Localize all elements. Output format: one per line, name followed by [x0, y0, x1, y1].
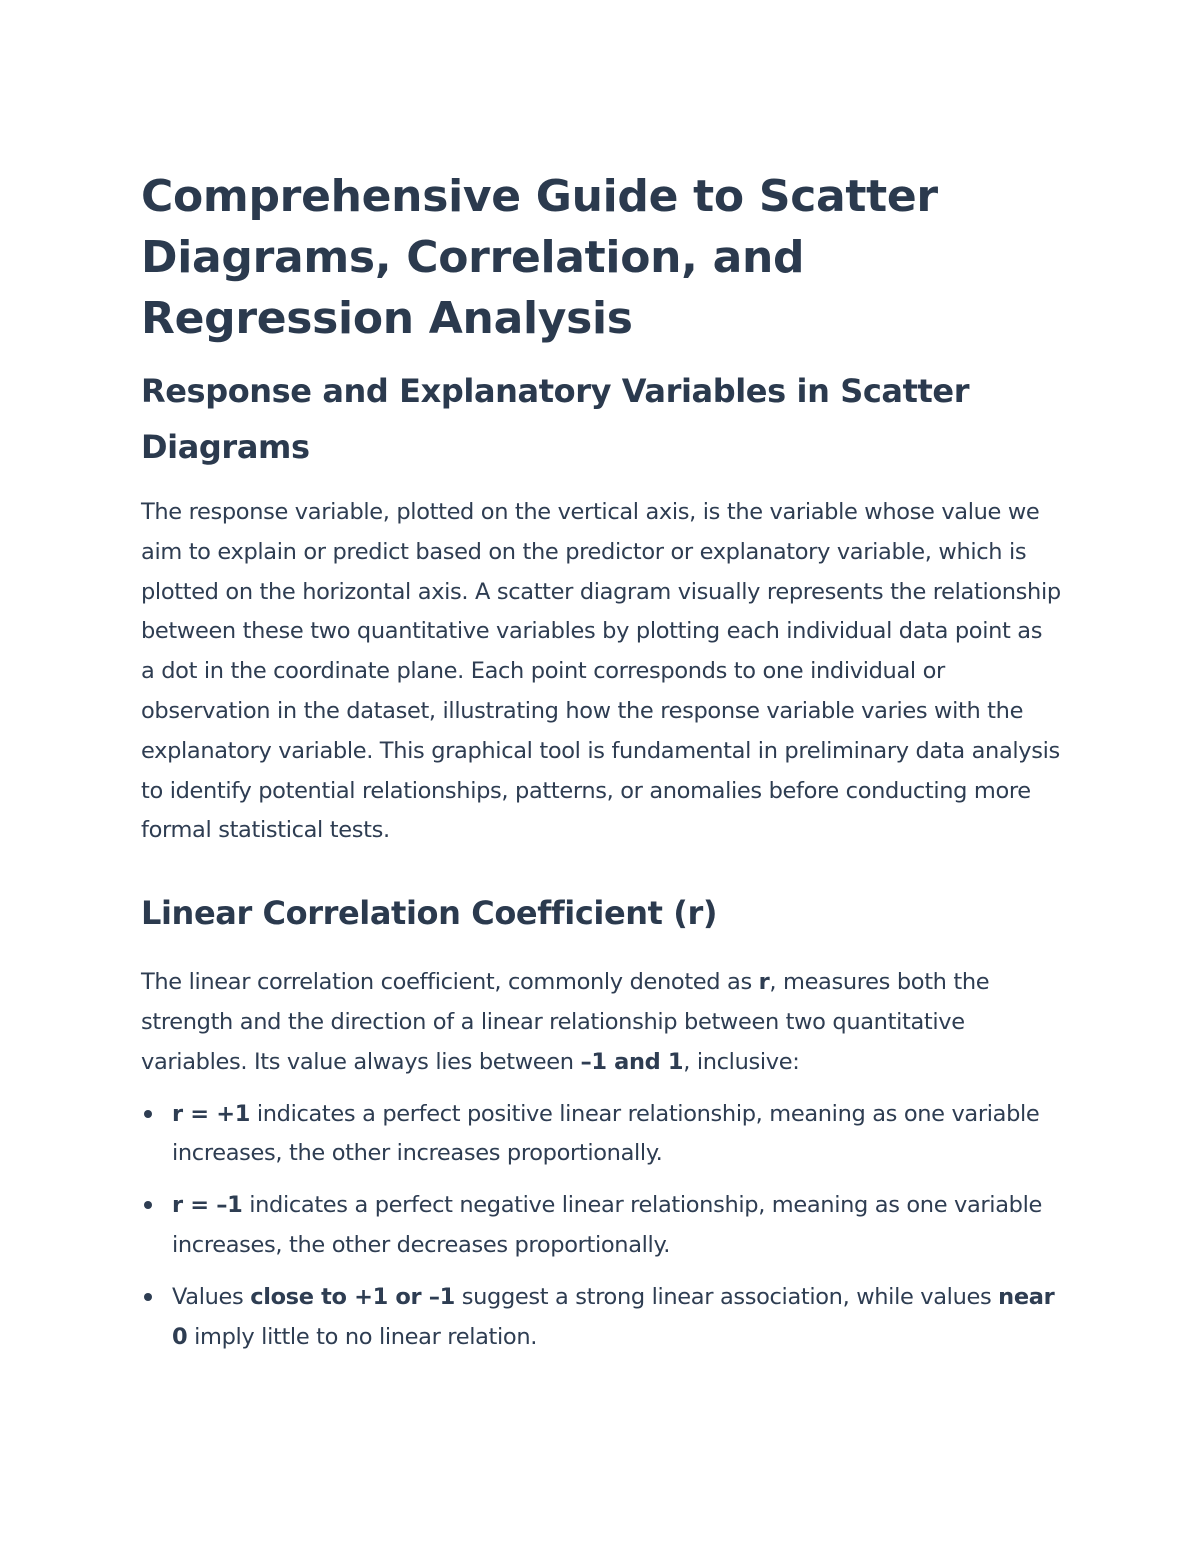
- bullet-dot-icon: [144, 1201, 152, 1209]
- intro-text-2: , measures both the strength and the direction of a linear relationship between two quantitative variables. Its value always lies between: [141, 969, 990, 1075]
- bullet-bold: r = +1: [172, 1100, 251, 1127]
- correlation-intro-paragraph: [141, 963, 1061, 1082]
- section-heading-response-explanatory: Response and Explanatory Variables in Scatter Diagrams: [141, 372, 970, 466]
- list-item: [141, 1186, 1061, 1266]
- document-page: [141, 166, 1061, 1369]
- bullet-text: imply little to no linear relation.: [187, 1323, 538, 1350]
- correlation-bullet-list: [141, 1095, 1061, 1358]
- document-title: Comprehensive Guide to Scatter Diagrams, Correlation, and Regression Analysis: [141, 171, 938, 344]
- list-item: [141, 1278, 1061, 1358]
- bullet-dot-icon: [144, 1110, 152, 1118]
- section-paragraph-scatter: The response variable, plotted on the vertical axis, is the variable whose value we aim to explain or predict based on the predictor or explanatory variable, which is plotted on the horizontal axis. A scatter diagram visually represents the relationship between these two quantitative variables by plotting each individual data point as a dot in the coordinate plane. Each point corresponds to one individual or observation in the dataset, illustrating how the response variable varies with the explanatory variable. This graphical tool is fundamental in preliminary data analysis to identify potential relationships, patterns, or anomalies before conducting more formal statistical tests.: [141, 499, 1061, 844]
- list-item: [141, 1095, 1061, 1175]
- bullet-bold: r = –1: [172, 1192, 243, 1219]
- intro-text-3: , inclusive:: [683, 1048, 800, 1075]
- intro-bold-r: r: [758, 969, 770, 996]
- section-heading-correlation-coefficient: Linear Correlation Coefficient (r): [141, 894, 718, 933]
- intro-text-1: The linear correlation coefficient, commonly denoted as: [141, 969, 759, 996]
- bullet-dot-icon: [144, 1293, 152, 1301]
- bullet-text: indicates a perfect positive linear relationship, meaning as one variable increases, the other increases proportionally.: [172, 1100, 1040, 1167]
- bullet-text: indicates a perfect negative linear relationship, meaning as one variable increases, the other decreases proportionally.: [172, 1192, 1042, 1258]
- bullet-text: suggest a strong linear association, while values: [454, 1283, 999, 1310]
- bullet-bold: close to +1 or –1: [250, 1283, 455, 1310]
- bullet-text: Values: [172, 1283, 251, 1310]
- bullet-bold: near 0: [172, 1283, 1055, 1350]
- intro-bold-range: –1 and 1: [580, 1048, 684, 1075]
